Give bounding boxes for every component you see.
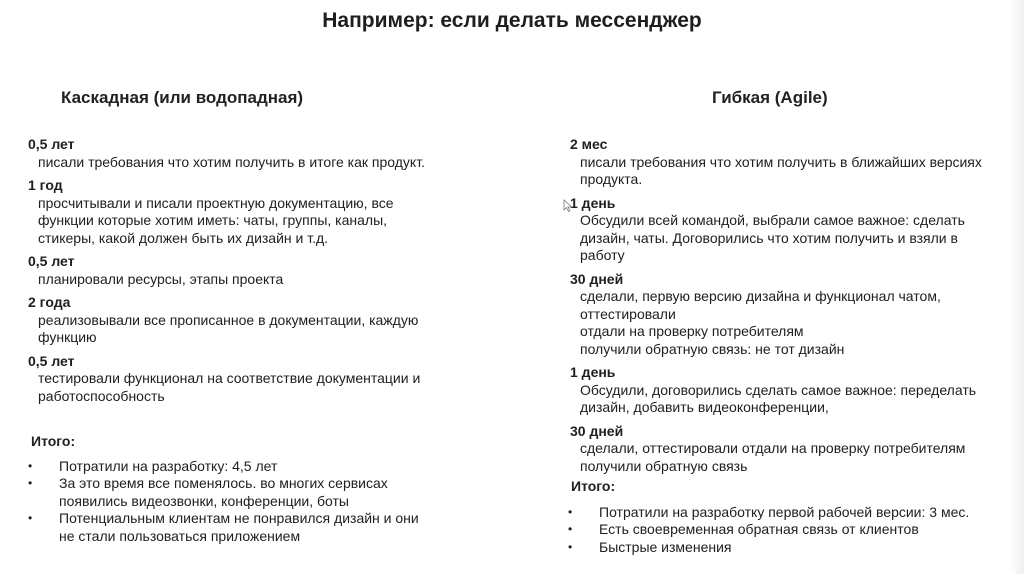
- stage-line: функции которые хотим иметь: чаты, группы, каналы,: [38, 212, 388, 228]
- stage-line: продукта.: [580, 171, 643, 187]
- stage: [570, 271, 1010, 359]
- slide-edge-shadow: [1010, 0, 1024, 574]
- stage-line: стикеры, какой должен быть их дизайн и т.д.: [38, 229, 329, 246]
- stage-duration: 1 день: [570, 194, 616, 211]
- summary-line: • Потенциальным клиентам не понравился дизайн и они: [59, 510, 419, 526]
- stage: [570, 195, 1010, 265]
- stage-duration: 1 год: [28, 177, 63, 193]
- waterfall-stages: [28, 136, 468, 405]
- stage-duration: 0,5 лет: [28, 253, 75, 269]
- stage-line: отдали на проверку потребителям: [580, 323, 804, 339]
- summary-line: • За это время все поменялось. во многих сервисах: [59, 475, 388, 491]
- stage-line: просчитывали и писали проектную документацию, все: [38, 194, 394, 211]
- stage-line: тестировали функционал на соответствие документации и: [38, 370, 421, 386]
- stage-duration: 30 дней: [570, 422, 624, 439]
- stage: [28, 353, 468, 406]
- stage-duration: 30 дней: [570, 270, 624, 287]
- stage-line: оттестировали: [580, 305, 676, 322]
- stage-line: дизайн, чаты. Договорились что хотим получить и взяли в: [580, 229, 958, 246]
- stage: [570, 364, 1010, 417]
- stage: [28, 294, 468, 347]
- summary-label: Итого:: [571, 478, 616, 494]
- stage-duration: 0,5 лет: [28, 352, 75, 369]
- stage-line: сделали, оттестировали отдали на проверку потребителям: [580, 440, 966, 456]
- summary-line: • Потратили на разработку: 4,5 лет: [59, 457, 278, 474]
- stage-duration: 0,5 лет: [28, 136, 75, 152]
- stage-line: работу: [580, 247, 625, 263]
- stage-duration: 2 мес: [570, 136, 608, 152]
- summary-label: Итого:: [31, 433, 76, 449]
- stage-line: дизайн, добавить видеоконференции,: [580, 399, 829, 415]
- stage-line: получили обратную связь: не тот дизайн: [580, 340, 845, 357]
- agile-heading: Гибкая (Agile): [712, 88, 828, 107]
- stage-line: функцию: [38, 329, 97, 345]
- stage: [28, 136, 468, 171]
- stage-line: Обсудили всей командой, выбрали самое важное: сделать: [580, 212, 965, 228]
- waterfall-heading: Каскадная (или водопадная): [61, 88, 304, 107]
- summary-item: [28, 510, 468, 545]
- summary-item: [28, 475, 468, 510]
- waterfall-summary: [28, 433, 468, 545]
- stage-line: писали требования что хотим получить в итоге как продукт.: [38, 153, 425, 170]
- summary-list: [28, 458, 468, 546]
- summary-item: [568, 504, 1008, 522]
- summary-line: не стали пользоваться приложением: [59, 527, 301, 544]
- summary-line: • Есть своевременная обратная связь от клиентов: [599, 521, 919, 537]
- summary-line: появились видеозвонки, конференции, боты: [59, 492, 349, 509]
- stage-line: Обсудили, договорились сделать самое важное: переделать: [580, 381, 977, 398]
- summary-item: [28, 458, 468, 476]
- agile-summary: [568, 478, 1008, 556]
- stage: [570, 136, 1010, 189]
- slide-title: Например: если делать мессенджер: [322, 9, 702, 32]
- stage-duration: 2 года: [28, 294, 71, 310]
- stage-line: писали требования что хотим получить в ближайших версиях: [580, 153, 982, 170]
- summary-line: • Потратили на разработку первой рабочей версии: 3 мес.: [599, 503, 970, 520]
- stage-line: сделали, первую версию дизайна и функционал чатом,: [580, 288, 941, 304]
- stage: [28, 177, 468, 247]
- summary-line: • Быстрые изменения: [599, 538, 732, 555]
- stage-line: работоспособность: [38, 387, 165, 404]
- stage: [570, 423, 1010, 476]
- stage-line: реализовывали все прописанное в документации, каждую: [38, 311, 419, 328]
- summary-item: [568, 521, 1008, 539]
- agile-stages: [570, 136, 1010, 475]
- mouse-cursor-icon: [563, 199, 573, 212]
- stage: [28, 253, 468, 288]
- summary-list: [568, 504, 1008, 557]
- stage-line: получили обратную связь: [580, 457, 748, 474]
- summary-item: [568, 539, 1008, 557]
- stage-duration: 1 день: [570, 364, 616, 380]
- stage-line: планировали ресурсы, этапы проекта: [38, 270, 284, 287]
